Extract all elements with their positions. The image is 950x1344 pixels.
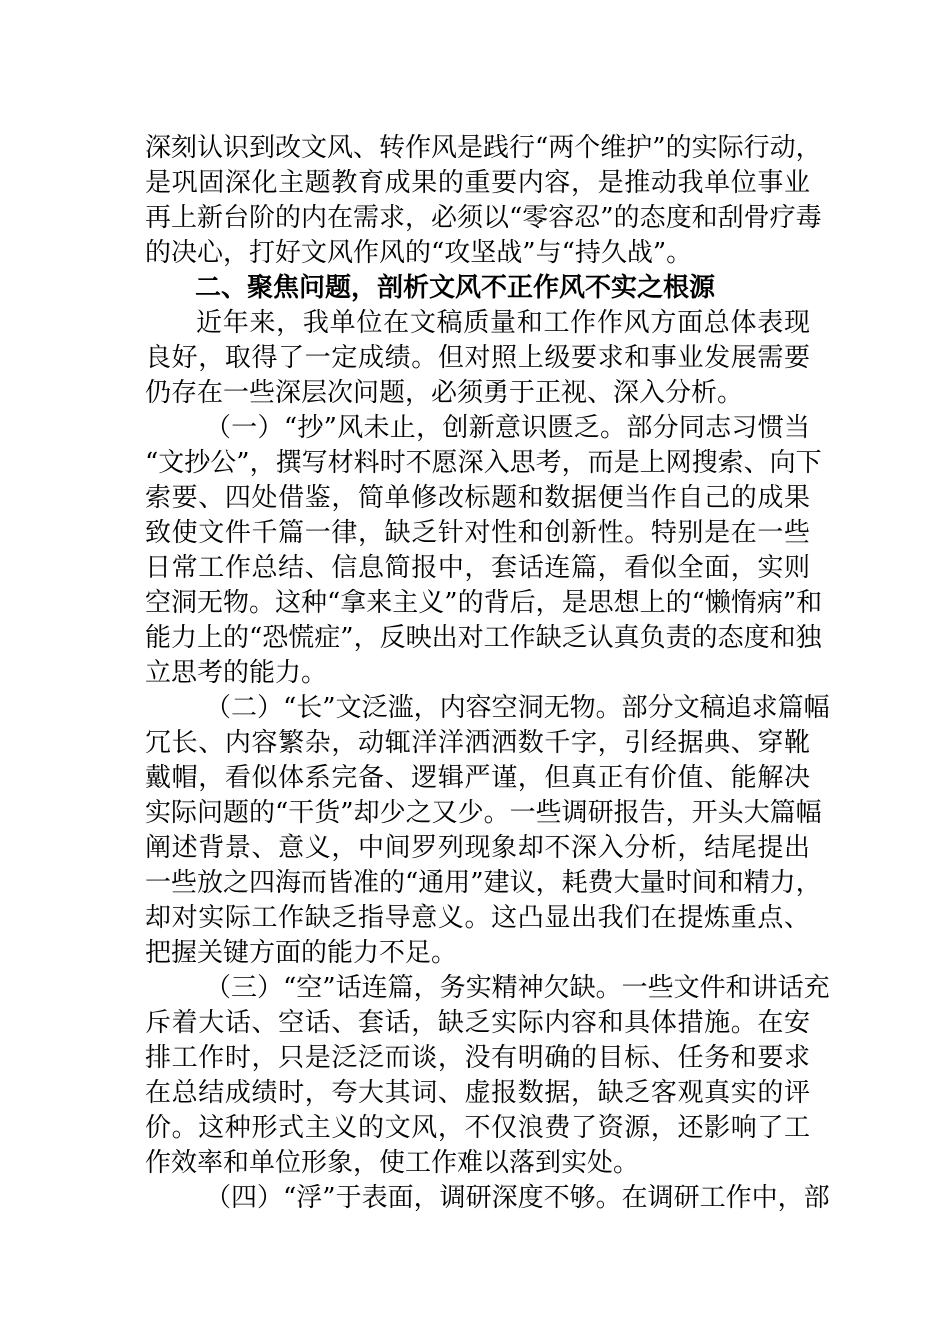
- paragraph-line: 在总结成绩时，夸大其词、虚报数据，缺乏客观真实的评: [145, 1078, 810, 1108]
- paragraph-line: 阐述背景、意义，中间罗列现象却不深入分析，结尾提出: [145, 833, 810, 863]
- paragraph-line: 价。这种形式主义的文风，不仅浪费了资源，还影响了工: [145, 1113, 810, 1143]
- section-heading: 二、聚焦问题，剖析文风不正作风不实之根源: [195, 273, 716, 303]
- paragraph-line: 戴帽，看似体系完备、逻辑严谨，但真正有价值、能解决: [145, 763, 810, 793]
- paragraph-line: 斥着大话、空话、套话，缺乏实际内容和具体措施。在安: [145, 1008, 810, 1038]
- paragraph-line: 能力上的“恐慌症”，反映出对工作缺乏认真负责的态度和独: [145, 623, 822, 653]
- paragraph-line: 日常工作总结、信息简报中，套话连篇，看似全面，实则: [145, 553, 810, 583]
- paragraph-line: （三）“空”话连篇，务实精神欠缺。一些文件和讲话充: [205, 973, 830, 1003]
- paragraph-line: 却对实际工作缺乏指导意义。这凸显出我们在提炼重点、: [145, 903, 810, 933]
- paragraph-line: 致使文件千篇一律，缺乏针对性和创新性。特别是在一些: [145, 518, 810, 548]
- paragraph-line: 立思考的能力。: [145, 658, 328, 688]
- paragraph-line: 排工作时，只是泛泛而谈，没有明确的目标、任务和要求: [145, 1043, 810, 1073]
- paragraph-line: 把握关键方面的能力不足。: [145, 938, 458, 968]
- paragraph-line: 仍存在一些深层次问题，必须勇于正视、深入分析。: [145, 378, 744, 408]
- paragraph-line: （四）“浮”于表面，调研深度不够。在调研工作中，部: [205, 1183, 830, 1213]
- paragraph-line: 深刻认识到改文风、转作风是践行“两个维护”的实际行动，: [145, 133, 822, 163]
- paragraph-line: （二）“长”文泛滥，内容空洞无物。部分文稿追求篇幅: [205, 693, 830, 723]
- paragraph-line: 再上新台阶的内在需求，必须以“零容忍”的态度和刮骨疗毒: [145, 203, 822, 233]
- paragraph-line: 索要、四处借鉴，简单修改标题和数据便当作自己的成果: [145, 483, 810, 513]
- paragraph-line: 空洞无物。这种“拿来主义”的背后，是思想上的“懒惰病”和: [145, 588, 823, 618]
- paragraph-line: 冗长、内容繁杂，动辄洋洋洒洒数千字，引经据典、穿靴: [145, 728, 810, 758]
- paragraph-line: （一）“抄”风未止，创新意识匮乏。部分同志习惯当: [205, 413, 810, 443]
- paragraph-line: 实际问题的“干货”却少之又少。一些调研报告，开头大篇幅: [145, 798, 822, 828]
- paragraph-line: 近年来，我单位在文稿质量和工作作风方面总体表现: [196, 308, 810, 338]
- paragraph-line: 的决心，打好文风作风的“攻坚战”与“持久战”。: [145, 238, 693, 268]
- paragraph-line: 作效率和单位形象，使工作难以落到实处。: [145, 1148, 640, 1178]
- paragraph-line: 是巩固深化主题教育成果的重要内容，是推动我单位事业: [145, 168, 810, 198]
- paragraph-line: “文抄公”，撰写材料时不愿深入思考，而是上网搜索、向下: [145, 448, 822, 478]
- paragraph-line: 良好，取得了一定成绩。但对照上级要求和事业发展需要: [145, 343, 810, 373]
- paragraph-line: 一些放之四海而皆准的“通用”建议，耗费大量时间和精力，: [145, 868, 822, 898]
